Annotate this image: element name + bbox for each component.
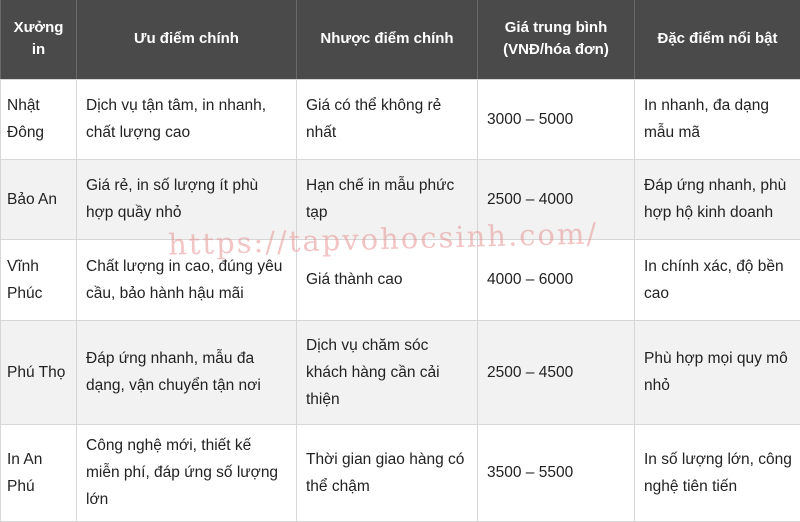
table-row: [1, 320, 800, 424]
table-row: [1, 239, 800, 320]
cell-highlights: In số lượng lớn, công nghệ tiên tiến: [635, 424, 800, 521]
cell-workshop: In An Phú: [1, 424, 77, 521]
cell-price: 3500 – 5500: [478, 424, 635, 521]
cell-highlights: In nhanh, đa dạng mẫu mã: [635, 79, 800, 159]
cell-price: 2500 – 4500: [478, 320, 635, 424]
table-row: [1, 79, 800, 159]
header-highlights: Đặc điểm nổi bật: [635, 0, 800, 79]
cell-pros: Chất lượng in cao, đúng yêu cầu, bảo hành hậu mãi: [77, 239, 297, 320]
cell-pros: Công nghệ mới, thiết kế miễn phí, đáp ứng số lượng lớn: [77, 424, 297, 521]
header-cons: Nhược điểm chính: [297, 0, 478, 79]
cell-price: 3000 – 5000: [478, 79, 635, 159]
cell-price: 2500 – 4000: [478, 159, 635, 239]
cell-workshop: Vĩnh Phúc: [1, 239, 77, 320]
cell-workshop: Nhật Đông: [1, 79, 77, 159]
cell-highlights: Đáp ứng nhanh, phù hợp hộ kinh doanh: [635, 159, 800, 239]
cell-workshop: Bảo An: [1, 159, 77, 239]
cell-price: 4000 – 6000: [478, 239, 635, 320]
header-pros: Ưu điểm chính: [77, 0, 297, 79]
cell-highlights: In chính xác, độ bền cao: [635, 239, 800, 320]
cell-cons: Dịch vụ chăm sóc khách hàng cần cải thiện: [297, 320, 478, 424]
table-row: [1, 159, 800, 239]
cell-cons: Thời gian giao hàng có thể chậm: [297, 424, 478, 521]
cell-workshop: Phú Thọ: [1, 320, 77, 424]
cell-pros: Đáp ứng nhanh, mẫu đa dạng, vận chuyển tận nơi: [77, 320, 297, 424]
table-row: [1, 424, 800, 521]
watermark-text: https://tapvohocsinh.com/: [168, 216, 599, 261]
cell-cons: Giá thành cao: [297, 239, 478, 320]
cell-cons: Hạn chế in mẫu phức tạp: [297, 159, 478, 239]
cell-pros: Dịch vụ tận tâm, in nhanh, chất lượng cao: [77, 79, 297, 159]
header-price: Giá trung bình (VNĐ/hóa đơn): [478, 0, 635, 79]
header-row: [1, 0, 800, 79]
header-workshop: Xưởng in: [1, 0, 77, 79]
cell-cons: Giá có thể không rẻ nhất: [297, 79, 478, 159]
cell-highlights: Phù hợp mọi quy mô nhỏ: [635, 320, 800, 424]
cell-pros: Giá rẻ, in số lượng ít phù hợp quầy nhỏ: [77, 159, 297, 239]
